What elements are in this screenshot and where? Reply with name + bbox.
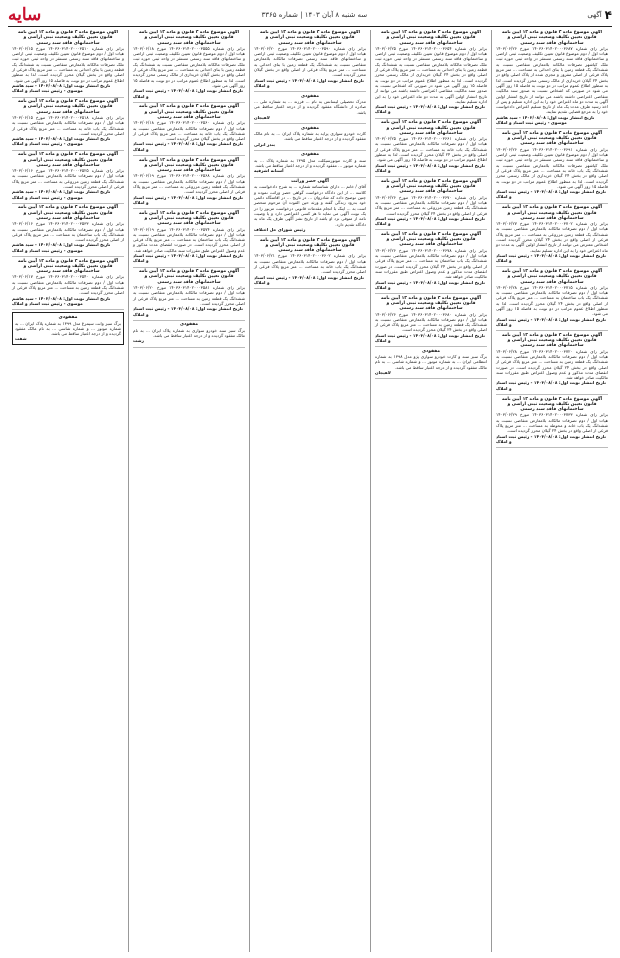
notice-signature: تاریخ انتشار نوبت اول: ۱۴۰۳/۰۸/۰۸ - رئیس ثبت اسناد و املاک [133, 306, 243, 317]
notice-divider [375, 378, 487, 379]
notice-body: برابر رای شماره ۱۴۰۳۶۰۳۱۴۰۲۰۰۰۳۶۶۱ مورخ ۱۴۰۳/۰۶/۲۵ هیات اول / دوم تصرفات مالکانه بلامعارض متقاضی نسبت به ششدانگ یک باب خانه به مساحت ... متر مربع پلاک فرعی از اصلی واقع در بخش ۲۴ گیلان محرز گردیده است. لذا به منظور اطلاع عموم مراتب در دو نوبت به فاصله ۱۵ روز آگهی می شود. [375, 136, 487, 163]
notice [133, 322, 245, 343]
notice-body: برابر رای شماره ۱۴۰۳۶۰۳۱۴۰۲۰۰۰۳۵۱۰ مورخ ۱۴۰۳/۰۶/۱۵ هیات اول / دوم موضوع قانون تعیین تکلیف وضعیت ثبتی اراضی و ساختمانهای فاقد سند رسمی مستقر در واحد ثبتی حوزه ثبت ملک تصرفات مالکانه بلامعارض متقاضی نسبت به ششدانگ یک قطعه زمین با بنای احداثی به مساحت ... متر مربع پلاک فرعی از اصلی واقع در بخش گیلان محرز گردیده است. لذا به منظور اطلاع عموم مراتب در دو نوبت به فاصله ۱۵ روز آگهی می شود. [12, 45, 124, 83]
notice-body: برابر رای شماره ۱۴۰۳۶۰۳۱۴۰۲۰۰۰۳۷۲۰ مورخ ۱۴۰۳/۰۶/۲۸ هیات اول / دوم تصرفات مالکانه بلامعارض متقاضی نسبت به ششدانگ یک قطعه زمین به مساحت ... متر مربع پلاک فرعی از اصلی واقع در بخش ۲۴ گیلان محرز گردیده است. در صورت انقضای مدت مذکور و عدم وصول اعتراض طبق مقررات سند مالکیت صادر خواهد شد. [496, 348, 608, 381]
notice-divider [133, 347, 245, 348]
notice [496, 397, 608, 445]
notice [375, 179, 487, 227]
notice-signature: تاریخ انتشار نوبت اول: ۱۴۰۳/۰۸/۰۸ - رئیس ثبت اسناد و املاک [375, 332, 485, 344]
notice-title: آگهی موضوع ماده ۳ قانون و ماده ۱۳ آیین نامه قانون تعیین تکلیف وضعیت ثبتی اراضی و ساختمانهای فاقد سند رسمی [380, 120, 482, 136]
notice-divider [12, 309, 124, 310]
notice-signature: تاریخ انتشار نوبت اول: ۱۴۰۳/۰۸/۰۸ - رئیس ثبت اسناد و املاک [133, 253, 243, 264]
notice-title: آگهی موضوع ماده ۳ قانون و ماده ۱۳ آیین نامه قانون تعیین تکلیف وضعیت ثبتی اراضی و ساختمانهای فاقد سند رسمی [138, 30, 240, 46]
notice [12, 152, 124, 200]
notice-title: آگهی موضوع ماده ۳ قانون و ماده ۱۳ آیین نامه قانون تعیین تکلیف وضعیت ثبتی اراضی و ساختمانهای فاقد سند رسمی [17, 258, 119, 275]
notice-divider [133, 267, 245, 268]
notice [254, 152, 366, 173]
notice-body: برابر رای شماره ۱۴۰۳۶۰۳۱۴۰۲۰۰۰۳۶۸۷ مورخ ۱۴۰۳/۰۶/۲۶ هیات اول / دوم موضوع قانون تعیین تکلیف وضعیت ثبتی اراضی و ساختمانهای فاقد سند رسمی مستقر در واحد ثبتی حوزه ثبت ملک کیاشهر تصرفات مالکانه بلامعارض متقاضی نسبت به ششدانگ یک قطعه زمین با بنای احداثی به مساحت ... متر مربع پلاک فرعی از اصلی مفروز و مجزی شده از پلاک اصلی واقع در بخش ۲۴ گیلان خریداری از مالک رسمی محرز گردیده است. لذا به منظور اطلاع عموم مراتب در دو نوبت به فاصله ۱۵ روز آگهی می شود در صورتی که اشخاص نسبت به صدور سند مالکیت متقاضی اعتراضی داشته باشند می توانند از تاریخ انتشار اولین آگهی به مدت دو ماه اعتراض خود را به این اداره تسلیم و پس از اخذ رسید ظرف مدت یک ماه از تاریخ تسلیم اعتراض دادخواست خود را به مرجع قضایی تقدیم نمایند. [496, 45, 608, 115]
notice [133, 269, 245, 317]
notice-body: برابر رای شماره ۱۴۰۳۶۰۳۱۴۰۲۰۰۰۳۵۷۴ مورخ ۱۴۰۳/۰۶/۱۹ هیات اول / دوم تصرفات مالکانه بلامعارض متقاضی نسبت به ششدانگ یک باب ساختمان به مساحت ... متر مربع پلاک فرعی از اصلی محرز گردیده است. در صورت انقضای مدت مذکور و عدم وصول اعتراض طبق مقررات سند مالکیت صادر خواهد شد. [133, 226, 245, 253]
notice-divider [375, 293, 487, 294]
notice-divider [254, 288, 366, 289]
notice-signature: تاریخ انتشار نوبت اول: ۱۴۰۳/۰۸/۰۸ - رئیس ثبت اسناد و املاک [375, 215, 485, 227]
notice-divider [375, 118, 487, 119]
notice-body: برابر رای شماره ۱۴۰۳۶۰۳۱۴۰۲۰۰۰۳۵۳۳ مورخ ۱۴۰۳/۰۶/۱۶ هیات اول / دوم تصرفات مالکانه بلامعارض متقاضی نسبت به ششدانگ یک باب ساختمان به مساحت ... متر مربع پلاک فرعی از اصلی محرز گردیده است. [12, 221, 124, 243]
notice-signature: تاریخ انتشار نوبت اول: ۱۴۰۳/۰۸/۰۸ - رئیس ثبت اسناد و املاک [133, 141, 243, 152]
notice-signature: رشت [133, 338, 144, 344]
column [128, 30, 249, 952]
notice-title: مفقودی [300, 93, 320, 99]
notice-body: برابر رای شماره ۱۴۰۳۶۰۳۱۴۰۲۰۰۰۳۵۶۰ مورخ ۱۴۰۳/۰۶/۱۸ هیات اول / دوم تصرفات مالکانه بلامعارض متقاضی نسبت به ششدانگ یک باب خانه به مساحت ... متر مربع پلاک فرعی از اصلی واقع در بخش گیلان محرز گردیده است. [133, 120, 245, 142]
notice-divider [12, 256, 124, 257]
notice-divider [133, 155, 245, 156]
notice-divider [254, 123, 366, 124]
column [491, 30, 612, 952]
notice-body: برابر رای شماره ۱۴۰۳۶۰۳۱۴۰۲۰۰۰۳۵۱۸ مورخ ۱۴۰۳/۰۶/۱۵ هیات اول / دوم تصرفات مالکانه بلامعارض متقاضی نسبت به ششدانگ یک باب خانه به مساحت ... متر مربع پلاک فرعی از اصلی محرز گردیده است. [12, 114, 124, 136]
notice-signature: تاریخ انتشار نوبت اول: ۱۴۰۳/۰۸/۰۸ - رئیس ثبت اسناد و املاک [254, 274, 364, 285]
notice [375, 30, 487, 115]
notice-title: آگهی موضوع ماده ۳ قانون و ماده ۱۳ آیین نامه قانون تعیین تکلیف وضعیت ثبتی اراضی و ساختمانهای فاقد سند رسمی [17, 99, 119, 115]
notice [254, 238, 366, 286]
notice-divider [496, 447, 608, 448]
notice-title: آگهی موضوع ماده ۳ قانون و ماده ۱۳ آیین نامه قانون تعیین تکلیف وضعیت ثبتی اراضی و ساختمانهای فاقد سند رسمی [138, 104, 240, 120]
notice [375, 349, 487, 375]
notice-body: برابر رای شماره ۱۴۰۳۶۰۳۱۴۰۲۰۰۰۳۶۸۰ مورخ ۱۴۰۳/۰۶/۲۶ هیات اول / دوم تصرفات مالکانه بلامعارض متقاضی نسبت به ششدانگ یک قطعه زمین به مساحت ... متر مربع پلاک فرعی از اصلی واقع در بخش ۲۴ گیلان محرز گردیده است. [375, 311, 487, 333]
notice-signature: تاریخ انتشار نوبت اول: ۱۴۰۳/۰۸/۰۸ - رئیس ثبت اسناد و املاک [496, 189, 606, 200]
notice-body: برابر رای شماره ۱۴۰۳۶۰۳۱۴۰۲۰۰۰۳۶۷۰ مورخ ۱۴۰۳/۰۶/۲۶ هیات اول / دوم تصرفات مالکانه بلامعارض متقاضی نسبت به ششدانگ یک قطعه زمین مزروعی به مساحت ... متر مربع پلاک فرعی از اصلی واقع در بخش ۲۴ گیلان محرز گردیده است. [375, 194, 487, 216]
section-label: آگهی [587, 11, 602, 19]
notice-title: مفقودی [300, 152, 320, 158]
notice [375, 296, 487, 344]
notice-signature: تاریخ انتشار نوبت اول: ۱۴۰۳/۰۸/۰۸ - رئیس ثبت اسناد و املاک [496, 316, 606, 327]
notice [254, 179, 366, 232]
notice-divider [496, 128, 608, 129]
notice [12, 259, 124, 307]
notice-signature: تاریخ انتشار نوبت اول: ۱۴۰۳/۰۸/۰۸ - سید هاشم موسوی - رئیس ثبت اسناد و املاک [12, 82, 111, 94]
notice-divider [254, 177, 366, 178]
notice-signature: لاهیجان [375, 370, 391, 376]
notice [254, 126, 366, 147]
notice-signature: تاریخ انتشار نوبت اول: ۱۴۰۳/۰۸/۰۸ - رئیس ثبت اسناد و املاک [133, 88, 243, 99]
notice [133, 211, 245, 264]
notice-divider [133, 102, 245, 103]
notice-title: آگهی موضوع ماده ۳ قانون و ماده ۱۳ آیین نامه قانون تعیین تکلیف وضعیت ثبتی اراضی و ساختمانهای فاقد سند رسمی [380, 295, 482, 312]
notice-divider [375, 346, 487, 347]
notice [375, 232, 487, 290]
notice-body: برابر رای شماره ۱۴۰۳۶۰۳۱۴۰۲۰۰۰۳۵۵۵ مورخ ۱۴۰۳/۰۶/۱۸ هیات اول / دوم موضوع قانون تعیین تکلیف وضعیت ثبتی اراضی و ساختمانهای فاقد سند رسمی مستقر در واحد ثبتی حوزه ثبت ملک تصرفات مالکانه بلامعارض متقاضی نسبت به ششدانگ یک قطعه زمین با بنای احداثی به مساحت ... متر مربع پلاک فرعی از اصلی واقع در بخش گیلان خریداری از مالک رسمی محرز گردیده است. لذا به منظور اطلاع عموم مراتب در دو نوبت به فاصله ۱۵ روز آگهی می شود. [133, 45, 245, 88]
notice [12, 205, 124, 253]
notice-body: برابر رای شماره ۱۴۰۳۶۰۳۱۴۰۲۰۰۰۳۷۱۵ مورخ ۱۴۰۳/۰۶/۲۸ هیات اول / دوم تصرفات مالکانه بلامعارض متقاضی نسبت به ششدانگ یک باب ساختمان به مساحت ... متر مربع پلاک فرعی از اصلی واقع در بخش ۲۴ گیلان محرز گردیده است. لذا به منظور اطلاع عموم مراتب در دو نوبت به فاصله ۱۵ روز آگهی می شود. [496, 284, 609, 317]
page-number-block [587, 8, 612, 22]
notice-signature: بندر انزلی [254, 141, 275, 147]
issue-info: سه شنبه ۸ آبان ۱۴۰۳ | شماره ۳۳۶۵ [261, 11, 368, 19]
notice-title: مفقودی [179, 322, 199, 328]
notice-signature: تاریخ انتشار نوبت اول: ۱۴۰۳/۰۸/۰۸ - رئیس ثبت اسناد و املاک [375, 162, 485, 173]
notice-title: آگهی موضوع ماده ۳ قانون و ماده ۱۳ آیین نامه قانون تعیین تکلیف وضعیت ثبتی اراضی و ساختمانهای فاقد سند رسمی [380, 30, 482, 46]
notice-signature: تاریخ انتشار نوبت اول: ۱۴۰۳/۰۸/۰۸ - سید هاشم موسوی - رئیس ثبت اسناد و املاک [12, 136, 111, 147]
notice [496, 333, 608, 391]
column [8, 30, 128, 952]
notice-body: برابر رای شماره ۱۴۰۳۶۰۳۱۴۰۲۰۰۰۳۵۸۱ مورخ ۱۴۰۳/۰۶/۲۰ هیات اول / دوم تصرفات مالکانه بلامعارض متقاضی نسبت به ششدانگ یک قطعه زمین به مساحت ... متر مربع پلاک فرعی از اصلی محرز گردیده است. [133, 285, 245, 306]
notice-title: آگهی موضوع ماده ۳ قانون و ماده ۱۳ آیین نامه قانون تعیین تکلیف وضعیت ثبتی اراضی و ساختمانهای فاقد سند رسمی [138, 210, 240, 227]
notice-body: برابر رای شماره ۱۴۰۳۶۰۳۱۴۰۲۰۰۰۳۶۷۸ مورخ ۱۴۰۳/۰۶/۲۶ هیات اول / دوم تصرفات مالکانه بلامعارض متقاضی نسبت به ششدانگ یک باب ساختمان به مساحت ... متر مربع پلاک فرعی از اصلی واقع در بخش ۲۴ گیلان محرز گردیده است. در صورت انقضای مدت مذکور و عدم وصول اعتراض طبق مقررات سند مالکیت صادر خواهد شد. [375, 247, 487, 280]
notice-title: آگهی موضوع ماده ۳ قانون و ماده ۱۳ آیین نامه قانون تعیین تکلیف وضعیت ثبتی اراضی و ساختمانهای فاقد سند رسمی [138, 269, 240, 285]
notice-signature: تاریخ انتشار نوبت اول: ۱۴۰۳/۰۸/۰۸ - رئیس ثبت اسناد و املاک [254, 77, 364, 88]
notice-divider [133, 208, 245, 209]
notice-body: برابر رای شماره ۱۴۰۳۶۰۳۱۴۰۲۰۰۰۳۵۲۵ مورخ ۱۴۰۳/۰۶/۱۶ هیات اول / دوم تصرفات مالکانه بلامعارض متقاضی نسبت به ششدانگ یک قطعه زمین مزروعی به مساحت ... متر مربع پلاک فرعی از اصلی محرز گردیده است. [12, 168, 124, 190]
notice-title: آگهی موضوع ماده ۳ قانون و ماده ۱۳ آیین نامه قانون تعیین تکلیف وضعیت ثبتی اراضی و ساختمانهای فاقد سند رسمی [259, 30, 361, 46]
notice [496, 269, 608, 327]
notice-body: برگ سبز سند خودرو سواری به شماره پلاک ایران ... به نام مالک مفقود گردیده و از درجه اعتبار ساقط می باشد. [133, 327, 245, 338]
notice-title: آگهی موضوع ماده ۳ قانون و ماده ۱۳ آیین نامه قانون تعیین تکلیف وضعیت ثبتی اراضی و ساختمانهای فاقد سند رسمی [501, 268, 603, 285]
notice-signature: تاریخ انتشار نوبت اول: ۱۴۰۳/۰۸/۰۸ - رئیس ثبت اسناد و املاک [496, 433, 606, 444]
notice-title: آگهی حصر وراثت [291, 179, 329, 185]
notice-divider [375, 176, 487, 177]
notice-divider [254, 150, 366, 151]
notice [254, 94, 366, 120]
notice-body: سند و کارت موتورسیکلت مدل ۱۳۹۵ به شماره پلاک ... به شماره موتور ... مفقود گردیده و از درجه اعتبار ساقط می باشد. [254, 157, 366, 169]
notice-title: آگهی موضوع ماده ۳ قانون و ماده ۱۳ آیین نامه قانون تعیین تکلیف وضعیت ثبتی اراضی و ساختمانهای فاقد سند رسمی [380, 178, 482, 195]
notice-body: مدرک تحصیلی لیسانس به نام ... فرزند ... به شماره ملی ... صادره از دانشگاه مفقود گردیده و از درجه اعتبار ساقط می باشد. [254, 99, 366, 115]
notice-body: برابر رای شماره ۱۴۰۳۶۰۳۱۴۰۲۰۰۰۳۶۰۲ مورخ ۱۴۰۳/۰۶/۲۱ هیات اول / دوم تصرفات مالکانه بلامعارض متقاضی نسبت به ششدانگ یک باب خانه به مساحت ... متر مربع پلاک فرعی از اصلی محرز گردیده است. [254, 253, 366, 275]
notice-divider [12, 150, 124, 151]
notice-divider [12, 97, 124, 98]
notice-body: برابر رای شماره ۱۴۰۳۶۰۳۱۴۰۲۰۰۰۳۶۵۴ مورخ ۱۴۰۳/۰۶/۲۵ هیات اول / دوم موضوع قانون تعیین تکلیف وضعیت ثبتی اراضی و ساختمانهای فاقد سند رسمی مستقر در واحد ثبتی حوزه ثبت ملک تصرفات مالکانه بلامعارض متقاضی نسبت به ششدانگ یک قطعه زمین با بنای احداثی به مساحت ... متر مربع پلاک فرعی از اصلی واقع در بخش ۲۴ گیلان خریداری از مالک رسمی محرز گردیده است. لذا به منظور اطلاع عموم مراتب در دو نوبت به فاصله ۱۵ روز آگهی می شود در صورتی که اشخاص نسبت به صدور سند مالکیت متقاضی اعتراضی داشته باشند می توانند از تاریخ انتشار اولین آگهی به مدت دو ماه اعتراض خود را به این اداره تسلیم نمایند. [375, 45, 488, 104]
notice-body: برابر رای شماره ۱۴۰۳۶۰۳۱۴۰۲۰۰۰۳۵۹۰ مورخ ۱۴۰۳/۰۶/۲۰ هیات اول / دوم موضوع قانون تعیین تکلیف وضعیت ثبتی اراضی و ساختمانهای فاقد سند رسمی تصرفات مالکانه بلامعارض متقاضی نسبت به ششدانگ یک قطعه زمین با بنای احداثی به مساحت ... متر مربع پلاک فرعی از اصلی واقع در بخش گیلان محرز گردیده است. [254, 45, 366, 78]
notice [496, 205, 608, 263]
notice-signature: لاهیجان [254, 114, 270, 120]
notice [496, 131, 608, 200]
lost-notice-box [12, 312, 124, 344]
notice-divider [496, 394, 608, 395]
lost-notice-body: برگ سبز وانت سیمرغ مدل ۱۳۹۹ به شماره پلاک ایران ... به شماره موتور ... و شماره شاسی ... به نام مالک مفقود گردیده و از درجه اعتبار ساقط می باشد. [15, 320, 121, 337]
notice [133, 30, 245, 99]
notice-title: آگهی موضوع ماده ۳ قانون و ماده ۱۳ آیین نامه قانون تعیین تکلیف وضعیت ثبتی اراضی و ساختمانهای فاقد سند رسمی [380, 231, 482, 248]
page-number: ۴ [604, 8, 612, 22]
notice-signature: تاریخ انتشار نوبت اول: ۱۴۰۳/۰۸/۰۸ - رئیس ثبت اسناد و املاک [375, 104, 485, 115]
column [370, 30, 491, 952]
notice-divider [254, 91, 366, 92]
notice [12, 30, 124, 94]
notice-signature: تاریخ انتشار نوبت اول: ۱۴۰۳/۰۸/۰۸ - سید هاشم موسوی - رئیس ثبت اسناد و املاک [496, 114, 595, 126]
notice-signature: تاریخ انتشار نوبت اول: ۱۴۰۳/۰۸/۰۸ - رئیس ثبت اسناد و املاک [496, 380, 606, 391]
notice-signature: رئیس شورای حل اختلاف [254, 226, 306, 232]
notice [133, 158, 245, 206]
notice [12, 99, 124, 147]
notice-title: آگهی موضوع ماده ۳ قانون و ماده ۱۳ آیین نامه قانون تعیین تکلیف وضعیت ثبتی اراضی و ساختمانهای فاقد سند رسمی [501, 332, 603, 349]
notice-title: آگهی موضوع ماده ۳ قانون و ماده ۱۳ آیین نامه قانون تعیین تکلیف وضعیت ثبتی اراضی و ساختمانهای فاقد سند رسمی [501, 396, 603, 413]
notice-body: کارت خودرو سواری پراید به شماره پلاک ایران ... به نام مالک مفقود گردیده و از درجه اعتبار ساقط می باشد. [254, 131, 366, 142]
lost-notice-signature: شفت [15, 336, 27, 342]
notice-body: برابر رای شماره ۱۴۰۳۶۰۳۱۴۰۲۰۰۰۳۵۶۸ مورخ ۱۴۰۳/۰۶/۱۹ هیات اول / دوم تصرفات مالکانه بلامعارض متقاضی نسبت به ششدانگ یک قطعه زمین مزروعی به مساحت ... متر مربع پلاک فرعی از اصلی محرز گردیده است. [133, 173, 245, 195]
notice-body: برگ سبز سند و کارت خودرو سواری پژو مدل ۱۳۹۸ به شماره انتظامی ایران ... به شماره موتور ... و شماره شاسی ... به نام مالک مفقود گردیده و از درجه اعتبار ساقط می باشد. [375, 354, 488, 370]
notice-signature: آستانه اشرفیه [254, 168, 284, 174]
notice-body: برابر رای شماره ۱۴۰۳۶۰۳۱۴۰۲۰۰۰۳۵۴۰ مورخ ۱۴۰۳/۰۶/۱۷ هیات اول / دوم تصرفات مالکانه بلامعارض متقاضی نسبت به ششدانگ یک قطعه زمین به مساحت ... متر مربع پلاک فرعی از اصلی محرز گردیده است. [12, 274, 124, 296]
notice [133, 104, 245, 152]
notice-signature: تاریخ انتشار نوبت اول: ۱۴۰۳/۰۸/۰۸ - سید هاشم موسوی - رئیس ثبت اسناد و املاک [12, 189, 111, 200]
notice-divider [254, 235, 366, 236]
page-header [8, 4, 612, 27]
notice-divider [496, 203, 608, 204]
lost-notice-title: مفقودی [58, 315, 78, 321]
notice-title: آگهی موضوع ماده ۳ قانون و ماده ۱۳ آیین نامه قانون تعیین تکلیف وضعیت ثبتی اراضی و ساختمانهای فاقد سند رسمی [259, 237, 361, 254]
notice-title: آگهی موضوع ماده ۳ قانون و ماده ۱۳ آیین نامه قانون تعیین تکلیف وضعیت ثبتی اراضی و ساختمانهای فاقد سند رسمی [17, 205, 119, 221]
notice-signature: تاریخ انتشار نوبت اول: ۱۴۰۳/۰۸/۰۸ - رئیس ثبت اسناد و املاک [375, 279, 485, 290]
notice-title: آگهی موضوع ماده ۳ قانون و ماده ۱۳ آیین نامه قانون تعیین تکلیف وضعیت ثبتی اراضی و ساختمانهای فاقد سند رسمی [17, 30, 119, 46]
notice-title: آگهی موضوع ماده ۳ قانون و ماده ۱۳ آیین نامه قانون تعیین تکلیف وضعیت ثبتی اراضی و ساختمانهای فاقد سند رسمی [17, 152, 119, 168]
notice-signature: تاریخ انتشار نوبت اول: ۱۴۰۳/۰۸/۰۸ - سید هاشم موسوی - رئیس ثبت اسناد و املاک [12, 242, 111, 253]
notice-divider [496, 330, 608, 331]
notice-body: برابر رای شماره ۱۴۰۳۶۰۳۱۴۰۲۰۰۰۳۷۰۲ مورخ ۱۴۰۳/۰۶/۲۷ هیات اول / دوم تصرفات مالکانه بلامعارض متقاضی نسبت به ششدانگ یک قطعه زمین مزروعی به مساحت ... متر مربع پلاک فرعی از اصلی واقع در بخش ۲۴ گیلان محرز گردیده است. اشخاص معترض می توانند از تاریخ انتشار اولین آگهی به مدت دو ماه اعتراض خود را به این اداره تسلیم نمایند. [496, 221, 608, 253]
notice-body: برابر رای شماره ۱۴۰۳۶۰۳۱۴۰۲۰۰۰۳۶۹۱ مورخ ۱۴۰۳/۰۶/۲۶ هیات اول / دوم موضوع قانون تعیین تکلیف وضعیت ثبتی اراضی و ساختمانهای فاقد سند رسمی مستقر در واحد ثبتی حوزه ثبت ملک کیاشهر تصرفات مالکانه بلامعارض متقاضی نسبت به ششدانگ یک باب خانه به مساحت ... متر مربع پلاک فرعی از اصلی واقع در بخش ۲۴ گیلان خریداری از مالک رسمی محرز گردیده است. لذا به منظور اطلاع عموم مراتب در دو نوبت به فاصله ۱۵ روز آگهی می شود. [496, 146, 608, 189]
notice [375, 120, 487, 173]
notice-body: آقای / خانم ... دارای شناسنامه شماره ... به شرح دادخواست به کلاسه ... از این دادگاه درخواست گواهی حصر وراثت نموده و چنین توضیح داده که شادروان ... در تاریخ ... در اقامتگاه دائمی خود بدرود زندگی گفته و ورثه حین الفوت آن مرحوم منحصر است به ... اینک با انجام مقدمات قانونی درخواست مزبور را در یک نوبت آگهی می نماید تا هر کسی اعتراضی دارد و یا وصیت نامه از متوفی نزد او باشد از تاریخ نشر آگهی ظرف یک ماه به دادگاه تقدیم دارد. [254, 184, 366, 227]
notice-divider [375, 229, 487, 230]
notice-title: مفقودی [300, 125, 320, 131]
notice [496, 30, 608, 125]
columns-container [8, 30, 612, 952]
notice-title: آگهی موضوع ماده ۳ قانون و ماده ۱۳ آیین نامه قانون تعیین تکلیف وضعیت ثبتی اراضی و ساختمانهای فاقد سند رسمی [501, 205, 603, 221]
column [249, 30, 370, 952]
notice-divider [12, 203, 124, 204]
notice-title: آگهی موضوع ماده ۳ قانون و ماده ۱۳ آیین نامه قانون تعیین تکلیف وضعیت ثبتی اراضی و ساختمانهای فاقد سند رسمی [501, 130, 603, 147]
notice-body: برابر رای شماره ۱۴۰۳۶۰۳۱۴۰۲۰۰۰۳۷۳۳ مورخ ۱۴۰۳/۰۶/۲۹ هیات اول / دوم تصرفات مالکانه بلامعارض متقاضی نسبت به ششدانگ یک باب خانه و محوطه به مساحت ... متر مربع پلاک فرعی از اصلی واقع در بخش ۲۴ گیلان محرز گردیده است. [496, 412, 608, 434]
notice-divider [133, 320, 245, 321]
notice-signature: تاریخ انتشار نوبت اول: ۱۴۰۳/۰۸/۰۸ - رئیس ثبت اسناد و املاک [133, 194, 243, 205]
newspaper-logo: سایه [8, 5, 42, 25]
notice-signature: تاریخ انتشار نوبت اول: ۱۴۰۳/۰۸/۰۸ - سید هاشم موسوی - رئیس ثبت اسناد و املاک [12, 295, 111, 306]
notice-divider [496, 266, 608, 267]
notice [254, 30, 366, 88]
notice-title: آگهی موضوع ماده ۳ قانون و ماده ۱۳ آیین نامه قانون تعیین تکلیف وضعیت ثبتی اراضی و ساختمانهای فاقد سند رسمی [138, 157, 240, 174]
notice-signature: تاریخ انتشار نوبت اول: ۱۴۰۳/۰۸/۰۸ - رئیس ثبت اسناد و املاک [496, 252, 606, 264]
notice-title: مفقودی [421, 348, 441, 354]
notice-title: آگهی موضوع ماده ۳ قانون و ماده ۱۳ آیین نامه قانون تعیین تکلیف وضعیت ثبتی اراضی و ساختمانهای فاقد سند رسمی [501, 30, 603, 46]
